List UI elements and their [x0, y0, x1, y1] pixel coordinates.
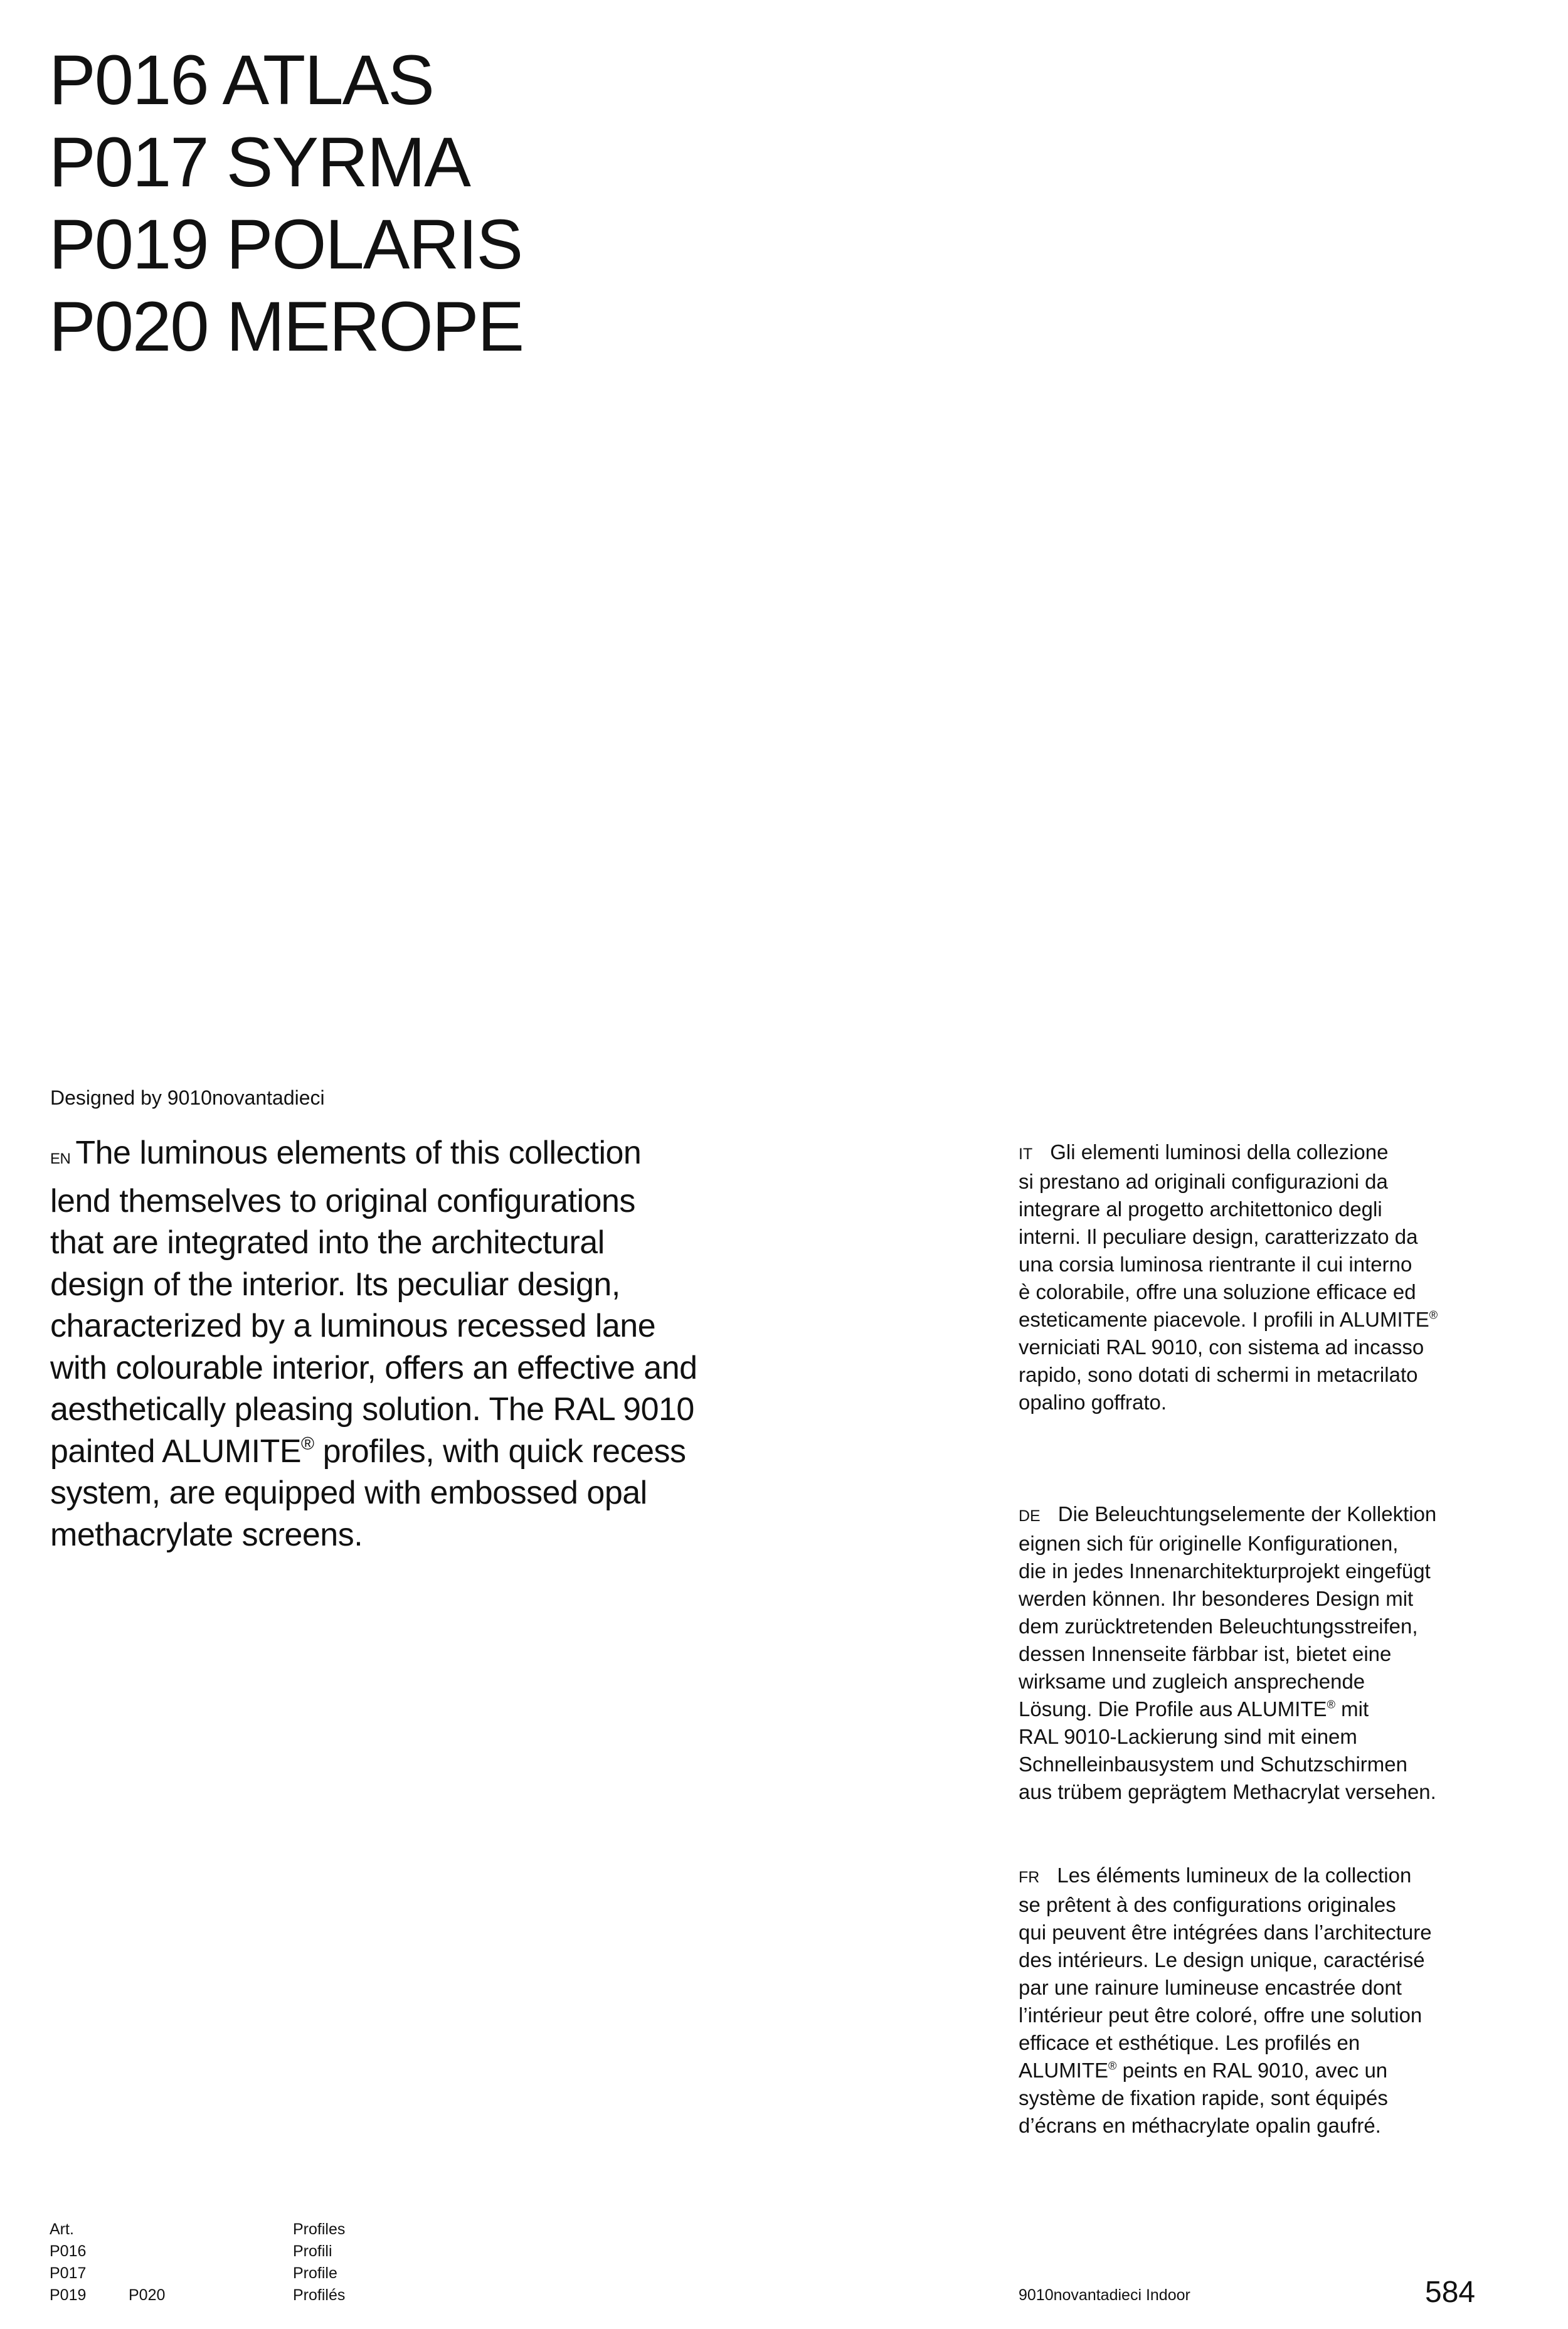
footer-brand: 9010novantadieci Indoor — [1019, 2286, 1190, 2304]
paragraph-line — [1019, 1334, 1495, 1361]
paragraph-line — [1019, 2112, 1495, 2140]
line-text: characterized by a luminous recessed lane — [50, 1308, 656, 1344]
article-code: P017 — [50, 2264, 87, 2282]
paragraph-line — [1019, 1862, 1495, 1891]
paragraph-line — [1019, 1640, 1495, 1668]
designer-credit: Designed by 9010novantadieci — [50, 1086, 325, 1109]
title-line: P019 POLARIS — [49, 205, 522, 284]
line-text: Die Beleuchtungselemente der Kollektion — [1057, 1502, 1437, 1525]
paragraph-line — [1019, 1138, 1495, 1168]
line-text: aesthetically pleasing solution. The RAL 9010 — [50, 1391, 694, 1428]
line-text: wirksame und zugleich ansprechende — [1019, 1670, 1365, 1693]
paragraph-line — [1019, 1278, 1495, 1306]
profile-label: Profiles — [293, 2220, 346, 2238]
paragraph-line — [1019, 2057, 1495, 2084]
line-text: système de fixation rapide, sont équipés — [1019, 2086, 1388, 2109]
profile-label: Profili — [293, 2242, 332, 2260]
language-label: FR — [1019, 1869, 1040, 1886]
paragraph-line — [1019, 1919, 1495, 1946]
line-text: se prêtent à des configurations originales — [1019, 1893, 1396, 1916]
paragraph-line — [1019, 1778, 1495, 1806]
page-number: 584 — [1425, 2276, 1476, 2309]
line-text: methacrylate screens. — [50, 1516, 363, 1553]
paragraph-line — [1019, 1389, 1495, 1416]
line-text: painted ALUMITE® profiles, with quick recess — [50, 1433, 686, 1470]
title-line: P016 ATLAS — [49, 41, 434, 119]
paragraph-line — [50, 1180, 753, 1223]
paragraph-line — [1019, 1306, 1495, 1334]
line-text: interni. Il peculiare design, caratterizzato da — [1019, 1225, 1418, 1248]
paragraph-line — [1019, 1168, 1495, 1196]
line-text: opalino goffrato. — [1019, 1391, 1167, 1414]
line-text: werden können. Ihr besonderes Design mit — [1019, 1587, 1414, 1610]
profile-label: Profilés — [293, 2286, 346, 2304]
description-it — [1019, 1138, 1495, 1416]
paragraph-line — [1019, 1613, 1495, 1640]
paragraph-line — [50, 1132, 753, 1180]
paragraph-line — [1019, 1723, 1495, 1751]
language-label: EN — [50, 1150, 71, 1167]
paragraph-line — [50, 1264, 753, 1306]
footer-profiles — [293, 2219, 345, 2306]
line-text: verniciati RAL 9010, con sistema ad incasso — [1019, 1335, 1424, 1359]
line-text: des intérieurs. Le design unique, caractérisé — [1019, 1948, 1425, 1971]
line-text: si prestano ad originali configurazioni da — [1019, 1170, 1388, 1193]
line-text: Les éléments lumineux de la collection — [1057, 1864, 1412, 1887]
article-code: P020 — [129, 2286, 166, 2304]
footer-articles — [50, 2219, 86, 2306]
line-text: The luminous elements of this collection — [75, 1135, 642, 1171]
line-text: Lösung. Die Profile aus ALUMITE® mit — [1019, 1697, 1369, 1721]
paragraph-line — [1019, 1557, 1495, 1585]
line-text: dem zurücktretenden Beleuchtungsstreifen, — [1019, 1615, 1418, 1638]
paragraph-line — [1019, 2002, 1495, 2029]
paragraph-line — [50, 1347, 753, 1389]
language-label: DE — [1019, 1507, 1041, 1525]
line-text: rapido, sono dotati di schermi in metacrilato — [1019, 1363, 1418, 1386]
description-de — [1019, 1500, 1495, 1806]
line-text: aus trübem geprägtem Methacrylat versehen. — [1019, 1780, 1436, 1803]
line-text: d’écrans en méthacrylate opalin gaufré. — [1019, 2114, 1381, 2137]
description-en — [50, 1132, 753, 1556]
art-label: Art. — [50, 2220, 74, 2238]
article-code: P019 — [50, 2286, 87, 2304]
paragraph-line — [1019, 1500, 1495, 1530]
paragraph-line — [50, 1305, 753, 1347]
paragraph-line — [50, 1472, 753, 1514]
title-line: P020 MEROPE — [49, 287, 524, 366]
paragraph-line — [50, 1431, 753, 1473]
line-text: una corsia luminosa rientrante il cui interno — [1019, 1253, 1412, 1276]
paragraph-line — [50, 1222, 753, 1264]
paragraph-line — [1019, 2084, 1495, 2112]
paragraph-line — [1019, 1251, 1495, 1278]
paragraph-line — [50, 1389, 753, 1431]
line-text: è colorabile, offre una soluzione efficace ed — [1019, 1280, 1416, 1303]
line-text: system, are equipped with embossed opal — [50, 1475, 647, 1511]
paragraph-line — [1019, 1361, 1495, 1389]
line-text: design of the interior. Its peculiar design, — [50, 1266, 620, 1303]
line-text: esteticamente piacevole. I profili in ALUMITE® — [1019, 1308, 1438, 1331]
paragraph-line — [1019, 1946, 1495, 1974]
line-text: ALUMITE® peints en RAL 9010, avec un — [1019, 2059, 1388, 2082]
paragraph-line — [1019, 1196, 1495, 1223]
line-text: dessen Innenseite färbbar ist, bietet eine — [1019, 1642, 1392, 1665]
line-text: with colourable interior, offers an effective and — [50, 1349, 697, 1386]
paragraph-line — [1019, 1668, 1495, 1695]
paragraph-line — [50, 1514, 753, 1556]
paragraph-line — [1019, 1751, 1495, 1778]
line-text: par une rainure lumineuse encastrée dont — [1019, 1976, 1402, 1999]
line-text: eignen sich für originelle Konfigurationen, — [1019, 1532, 1399, 1555]
paragraph-line — [1019, 1223, 1495, 1251]
title-line: P017 SYRMA — [49, 123, 470, 201]
line-text: Schnelleinbausystem und Schutzschirmen — [1019, 1753, 1407, 1776]
paragraph-line — [1019, 1891, 1495, 1919]
line-text: Gli elementi luminosi della collezione — [1050, 1140, 1389, 1164]
language-label: IT — [1019, 1145, 1033, 1163]
line-text: l’intérieur peut être coloré, offre une solution — [1019, 2003, 1422, 2027]
line-text: die in jedes Innenarchitekturprojekt eingefügt — [1019, 1559, 1431, 1583]
paragraph-line — [1019, 2029, 1495, 2057]
paragraph-line — [1019, 1974, 1495, 2002]
line-text: qui peuvent être intégrées dans l’architecture — [1019, 1921, 1432, 1944]
line-text: that are integrated into the architectural — [50, 1224, 605, 1261]
page-title — [49, 39, 523, 368]
line-text: efficace et esthétique. Les profilés en — [1019, 2031, 1360, 2054]
paragraph-line — [1019, 1530, 1495, 1557]
line-text: integrare al progetto architettonico degli — [1019, 1197, 1382, 1221]
article-code: P016 — [50, 2242, 87, 2260]
profile-label: Profile — [293, 2264, 337, 2282]
line-text: RAL 9010-Lackierung sind mit einem — [1019, 1725, 1357, 1748]
line-text: lend themselves to original configurations — [50, 1182, 635, 1219]
description-fr — [1019, 1862, 1495, 2140]
paragraph-line — [1019, 1695, 1495, 1723]
paragraph-line — [1019, 1585, 1495, 1613]
